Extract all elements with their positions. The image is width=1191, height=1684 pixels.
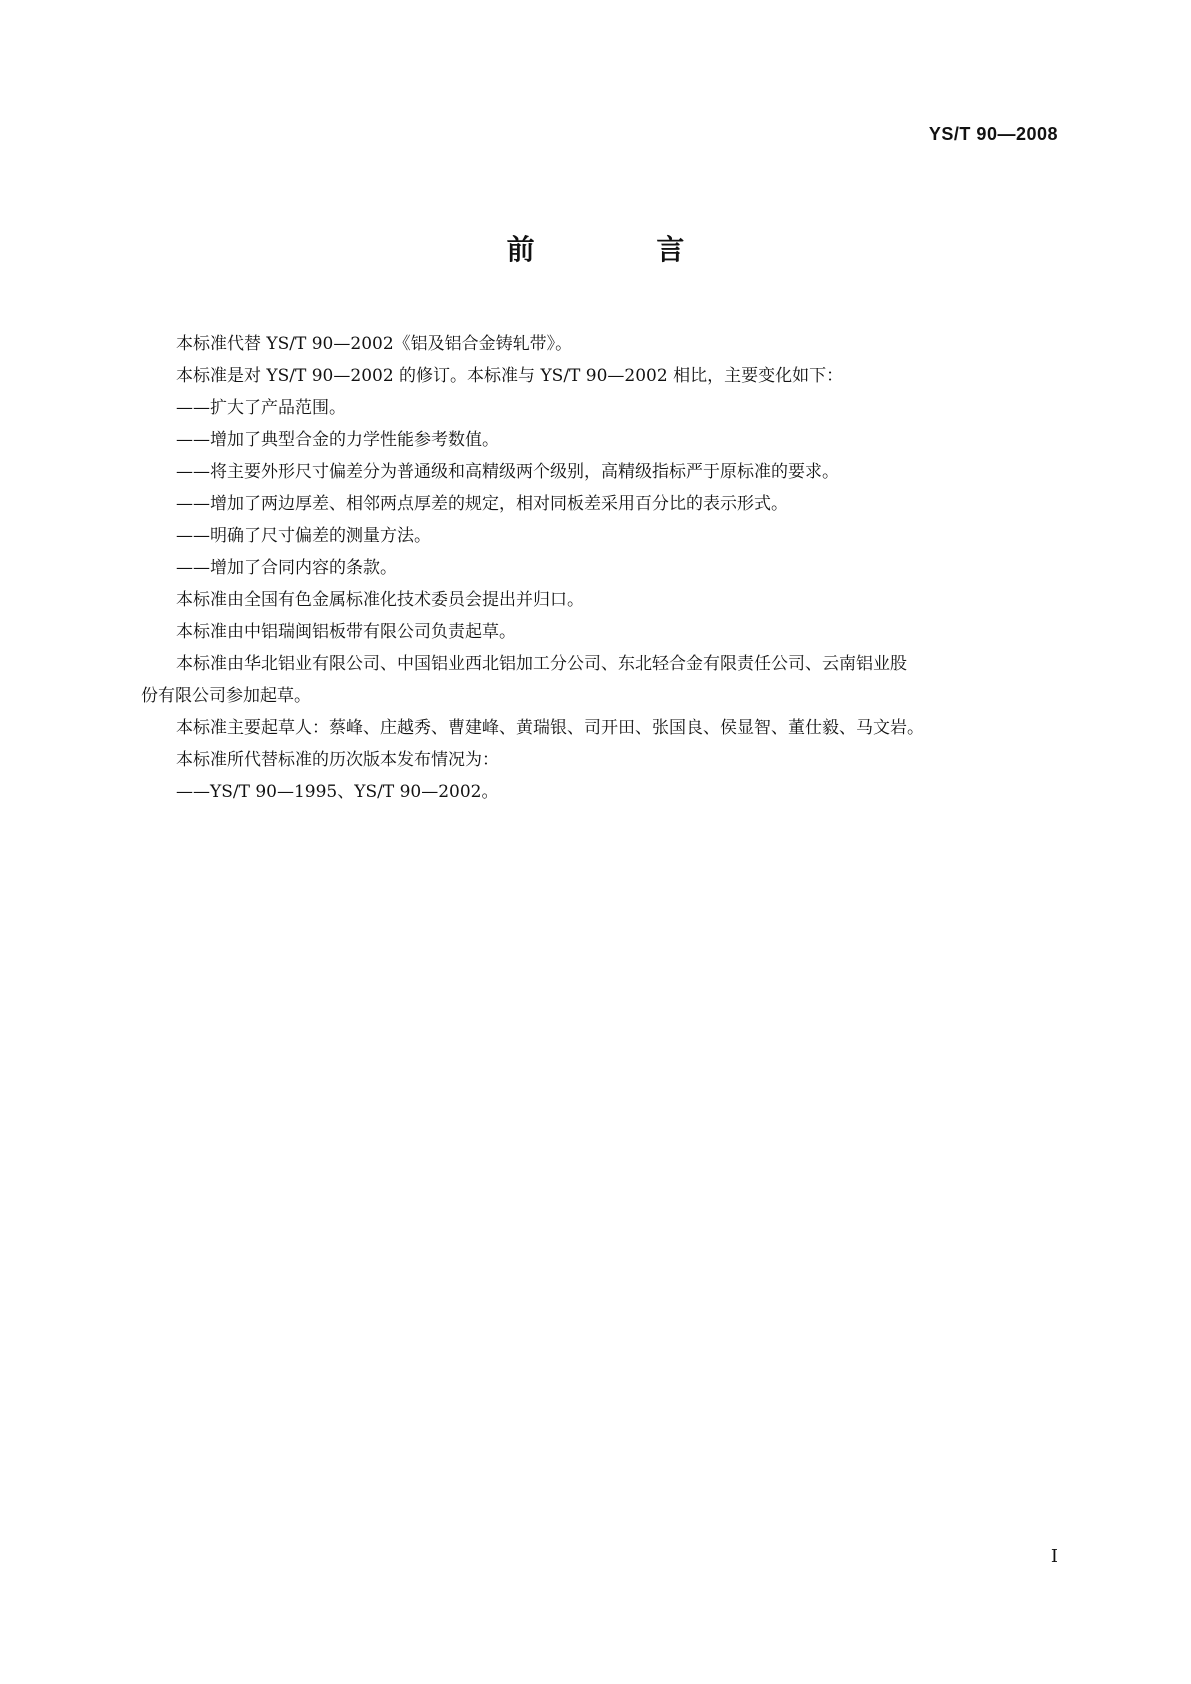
change-item-tolerance-grades: ——将主要外形尺寸偏差分为普通级和高精级两个级别，高精级指标严于原标准的要求。 — [176, 462, 839, 482]
change-item-scope: ——扩大了产品范围。 — [176, 398, 346, 418]
paragraph-drafters: 本标准主要起草人：蔡峰、庄越秀、曹建峰、黄瑞银、司开田、张国良、侯显智、董仕毅、马文岩。 — [176, 718, 924, 738]
page-title: 前 言 — [506, 233, 741, 266]
change-item-measurement: ——明确了尺寸偏差的测量方法。 — [176, 526, 431, 546]
change-item-contract: ——增加了合同内容的条款。 — [176, 558, 397, 578]
paragraph-revision: 本标准是对 YS/T 90—2002 的修订。本标准与 YS/T 90—2002 相比，主要变化如下： — [176, 366, 844, 386]
participating-units-line-2: 份有限公司参加起草。 — [141, 686, 311, 706]
participating-units-line-1: 本标准由华北铝业有限公司、中国铝业西北铝加工分公司、东北轻合金有限责任公司、云南铝业股 — [176, 654, 907, 674]
paragraph-history: 本标准所代替标准的历次版本发布情况为： — [176, 750, 499, 770]
paragraph-proposed-by: 本标准由全国有色金属标准化技术委员会提出并归口。 — [176, 590, 584, 610]
history-item-versions: ——YS/T 90—1995、YS/T 90—2002。 — [176, 782, 499, 802]
change-item-thickness: ——增加了两边厚差、相邻两点厚差的规定，相对同板差采用百分比的表示形式。 — [176, 494, 788, 514]
paragraph-drafted-by: 本标准由中铝瑞闽铝板带有限公司负责起草。 — [176, 622, 516, 642]
standard-code-header: YS/T 90—2008 — [928, 124, 1058, 144]
paragraph-participating-units — [141, 648, 1064, 712]
change-item-mechanical: ——增加了典型合金的力学性能参考数值。 — [176, 430, 499, 450]
paragraph-replaces: 本标准代替 YS/T 90—2002《铝及铝合金铸轧带》。 — [176, 334, 573, 354]
page-number: I — [1050, 1546, 1058, 1567]
foreword-body — [141, 328, 1064, 808]
